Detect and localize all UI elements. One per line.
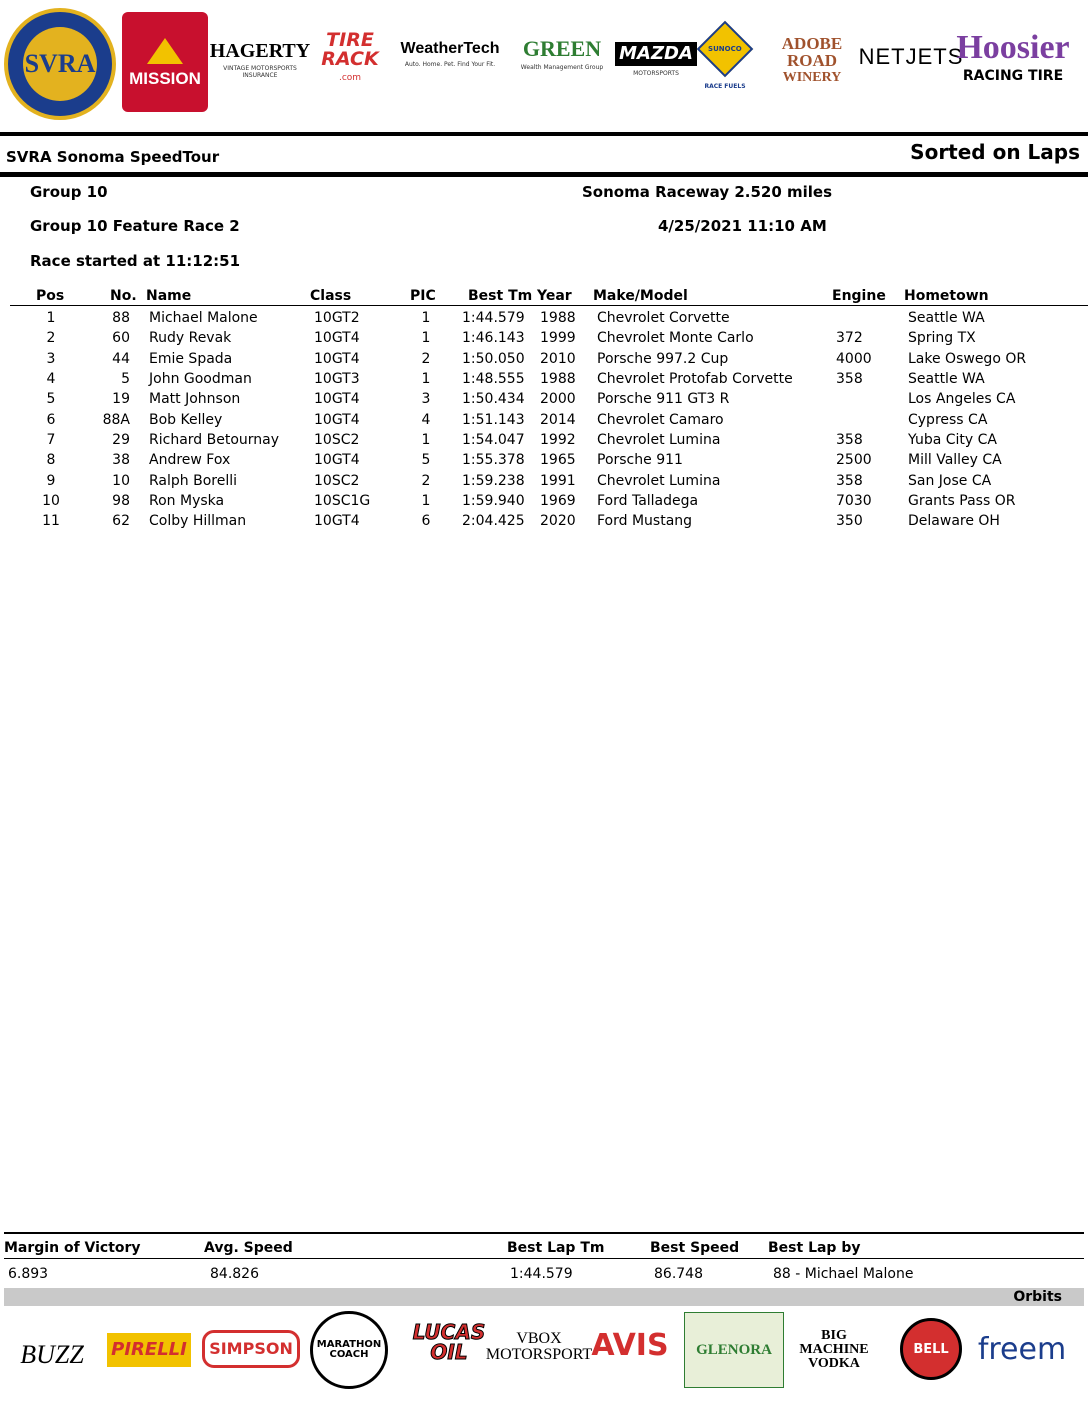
cell-make: Chevrolet Corvette [597, 310, 730, 326]
cell-no: 98 [112, 493, 130, 509]
sunoco-logo: SUNOCO RACE FUELS [702, 10, 748, 110]
cell-name: Matt Johnson [149, 391, 241, 407]
cell-year: 1992 [540, 432, 576, 448]
cell-year: 1988 [540, 310, 576, 326]
cell-engine: 372 [836, 330, 863, 346]
col-engine: Engine [832, 288, 886, 304]
cell-class: 10GT2 [314, 310, 360, 326]
col-class: Class [310, 288, 352, 304]
table-row [0, 412, 1088, 432]
cell-best: 2:04.425 [462, 513, 525, 529]
header-rule-bottom [0, 172, 1088, 177]
header-rule-top [0, 132, 1088, 136]
cell-hometown: Grants Pass OR [908, 493, 1016, 509]
cell-make: Porsche 911 GT3 R [597, 391, 730, 407]
cell-best: 1:55.378 [462, 452, 525, 468]
hoosier-logo: Hoosier RACING TIRE [956, 29, 1070, 84]
cell-best: 1:59.940 [462, 493, 525, 509]
cell-hometown: San Jose CA [908, 473, 992, 489]
table-header-rule [10, 305, 1088, 306]
cell-hometown: Delaware OH [908, 513, 1000, 529]
best-lap-value: 1:44.579 [510, 1266, 573, 1282]
table-row [0, 330, 1088, 350]
cell-no: 19 [112, 391, 130, 407]
table-row [0, 391, 1088, 411]
cell-make: Ford Talladega [597, 493, 699, 509]
cell-no: 62 [112, 513, 130, 529]
cell-class: 10SC1G [314, 493, 371, 509]
summary-rule-top [4, 1232, 1084, 1234]
cell-engine: 358 [836, 473, 863, 489]
cell-class: 10GT4 [314, 412, 360, 428]
cell-pos: 11 [42, 513, 60, 529]
session-label: Group 10 Feature Race 2 [30, 217, 240, 235]
table-row [0, 473, 1088, 493]
cell-engine: 4000 [836, 351, 872, 367]
cell-make: Porsche 997.2 Cup [597, 351, 729, 367]
table-row [0, 351, 1088, 371]
cell-year: 2000 [540, 391, 576, 407]
cell-pos: 1 [46, 310, 56, 326]
cell-name: John Goodman [149, 371, 252, 387]
cell-make: Chevrolet Lumina [597, 473, 721, 489]
timing-bar [4, 1288, 1084, 1306]
avg-speed-label: Avg. Speed [204, 1240, 293, 1256]
timing-provider: Orbits [1013, 1289, 1062, 1305]
cell-best: 1:50.434 [462, 391, 525, 407]
cell-no: 88 [112, 310, 130, 326]
cell-best: 1:48.555 [462, 371, 525, 387]
table-row [0, 371, 1088, 391]
cell-best: 1:59.238 [462, 473, 525, 489]
cell-hometown: Mill Valley CA [908, 452, 1002, 468]
cell-pos: 6 [46, 412, 56, 428]
cell-year: 2010 [540, 351, 576, 367]
freem-logo: freem [977, 1332, 1067, 1367]
cell-year: 1969 [540, 493, 576, 509]
cell-hometown: Seattle WA [908, 310, 985, 326]
best-lap-by-value: 88 - Michael Malone [773, 1266, 914, 1282]
sponsor-banner-top [0, 0, 1088, 125]
cell-class: 10GT3 [314, 371, 360, 387]
cell-pic: 5 [421, 452, 431, 468]
cell-pic: 3 [421, 391, 431, 407]
cell-no: 29 [112, 432, 130, 448]
avg-speed-value: 84.826 [210, 1266, 259, 1282]
cell-pic: 1 [421, 310, 431, 326]
col-name: Name [146, 288, 192, 304]
simpson-logo: SIMPSON [208, 1316, 294, 1382]
cell-make: Porsche 911 [597, 452, 683, 468]
cell-year: 2014 [540, 412, 576, 428]
cell-hometown: Cypress CA [908, 412, 988, 428]
cell-pos: 4 [46, 371, 56, 387]
cell-hometown: Yuba City CA [908, 432, 997, 448]
group-label: Group 10 [30, 183, 108, 201]
cell-year: 1991 [540, 473, 576, 489]
cell-no: 44 [112, 351, 130, 367]
col-pos: Pos [36, 288, 65, 304]
cell-no: 38 [112, 452, 130, 468]
col-year: Year [537, 288, 572, 304]
mission-logo: MISSION [122, 12, 208, 112]
cell-best: 1:51.143 [462, 412, 525, 428]
table-row [0, 513, 1088, 533]
vbox-logo: VBOX MOTORSPORT [485, 1330, 593, 1363]
best-lap-label: Best Lap Tm [507, 1240, 605, 1256]
cell-year: 1999 [540, 330, 576, 346]
best-speed-value: 86.748 [654, 1266, 703, 1282]
cell-no: 60 [112, 330, 130, 346]
svra-logo: SVRA [2, 6, 118, 122]
tirerack-logo: TIRE RACK .com [321, 28, 379, 83]
cell-class: 10SC2 [314, 432, 360, 448]
best-speed-label: Best Speed [650, 1240, 740, 1256]
cell-pos: 5 [46, 391, 56, 407]
cell-engine: 358 [836, 371, 863, 387]
cell-name: Ron Myska [149, 493, 225, 509]
cell-pos: 8 [46, 452, 56, 468]
glenora-logo: GLENORA [684, 1312, 784, 1388]
cell-class: 10GT4 [314, 391, 360, 407]
col-make: Make/Model [593, 288, 688, 304]
cell-class: 10GT4 [314, 513, 360, 529]
hagerty-logo: HAGERTY VINTAGE MOTORSPORTS INSURANCE [209, 39, 311, 79]
col-no: No. [110, 288, 137, 304]
cell-pic: 1 [421, 432, 431, 448]
cell-best: 1:50.050 [462, 351, 525, 367]
cell-name: Andrew Fox [149, 452, 231, 468]
table-row [0, 493, 1088, 513]
cell-pic: 2 [421, 473, 431, 489]
cell-pos: 9 [46, 473, 56, 489]
cell-pos: 10 [42, 493, 60, 509]
adobe-road-logo: ADOBE ROAD WINERY [781, 34, 843, 85]
cell-make: Ford Mustang [597, 513, 693, 529]
cell-make: Chevrolet Monte Carlo [597, 330, 754, 346]
avis-logo: AVIS [591, 1328, 669, 1363]
bell-logo: BELL [896, 1314, 966, 1384]
green-wealth-logo: GREEN Wealth Management Group [520, 36, 604, 72]
cell-pos: 2 [46, 330, 56, 346]
cell-make: Chevrolet Camaro [597, 412, 724, 428]
cell-hometown: Spring TX [908, 330, 976, 346]
netjets-logo: NETJETS [858, 44, 964, 69]
marathon-coach-logo: MARATHON COACH [302, 1310, 396, 1390]
cell-pic: 6 [421, 513, 431, 529]
event-title: SVRA Sonoma SpeedTour [6, 148, 220, 166]
best-lap-by-label: Best Lap by [768, 1240, 861, 1256]
cell-pic: 1 [421, 371, 431, 387]
cell-hometown: Seattle WA [908, 371, 985, 387]
cell-pos: 7 [46, 432, 56, 448]
cell-engine: 350 [836, 513, 863, 529]
datetime-label: 4/25/2021 11:10 AM [658, 217, 827, 235]
cell-year: 1965 [540, 452, 576, 468]
cell-name: Michael Malone [149, 310, 258, 326]
mov-value: 6.893 [8, 1266, 49, 1282]
cell-name: Rudy Revak [149, 330, 232, 346]
cell-year: 1988 [540, 371, 576, 387]
cell-name: Ralph Borelli [149, 473, 237, 489]
cell-pic: 2 [421, 351, 431, 367]
cell-name: Richard Betournay [149, 432, 280, 448]
cell-best: 1:46.143 [462, 330, 525, 346]
big-machine-vodka-logo: BIG MACHINE VODKA [799, 1328, 869, 1371]
cell-pic: 4 [421, 412, 431, 428]
mov-label: Margin of Victory [4, 1240, 141, 1256]
table-row [0, 432, 1088, 452]
cell-class: 10GT4 [314, 351, 360, 367]
cell-best: 1:54.047 [462, 432, 525, 448]
cell-year: 2020 [540, 513, 576, 529]
table-row [0, 452, 1088, 472]
cell-class: 10SC2 [314, 473, 360, 489]
col-best: Best Tm [468, 288, 533, 304]
cell-engine: 358 [836, 432, 863, 448]
weathertech-logo: WeatherTech Auto. Home. Pet. Find Your Fit. [400, 40, 500, 69]
cell-name: Bob Kelley [149, 412, 223, 428]
cell-class: 10GT4 [314, 330, 360, 346]
pirelli-logo: PIRELLI [104, 1318, 194, 1382]
cell-name: Emie Spada [149, 351, 233, 367]
summary-rule-mid [4, 1258, 1084, 1259]
cell-best: 1:44.579 [462, 310, 525, 326]
cell-no: 88A [102, 412, 130, 428]
mazda-logo: MAZDA MOTORSPORTS [620, 10, 692, 110]
table-row [0, 310, 1088, 330]
cell-no: 10 [112, 473, 130, 489]
cell-hometown: Lake Oswego OR [908, 351, 1027, 367]
cell-engine: 2500 [836, 452, 872, 468]
cell-pos: 3 [46, 351, 56, 367]
sort-label: Sorted on Laps [910, 140, 1080, 164]
cell-class: 10GT4 [314, 452, 360, 468]
buzz-logo: BUZZ [20, 1340, 84, 1369]
col-hometown: Hometown [904, 288, 989, 304]
track-label: Sonoma Raceway 2.520 miles [582, 183, 833, 201]
cell-make: Chevrolet Lumina [597, 432, 721, 448]
cell-engine: 7030 [836, 493, 872, 509]
cell-pic: 1 [421, 330, 431, 346]
cell-pic: 1 [421, 493, 431, 509]
cell-name: Colby Hillman [149, 513, 247, 529]
col-pic: PIC [410, 288, 436, 304]
race-start-label: Race started at 11:12:51 [30, 252, 241, 270]
cell-hometown: Los Angeles CA [908, 391, 1016, 407]
cell-make: Chevrolet Protofab Corvette [597, 371, 793, 387]
cell-no: 5 [121, 371, 130, 387]
lucas-oil-logo: LUCAS OIL [412, 1320, 486, 1364]
